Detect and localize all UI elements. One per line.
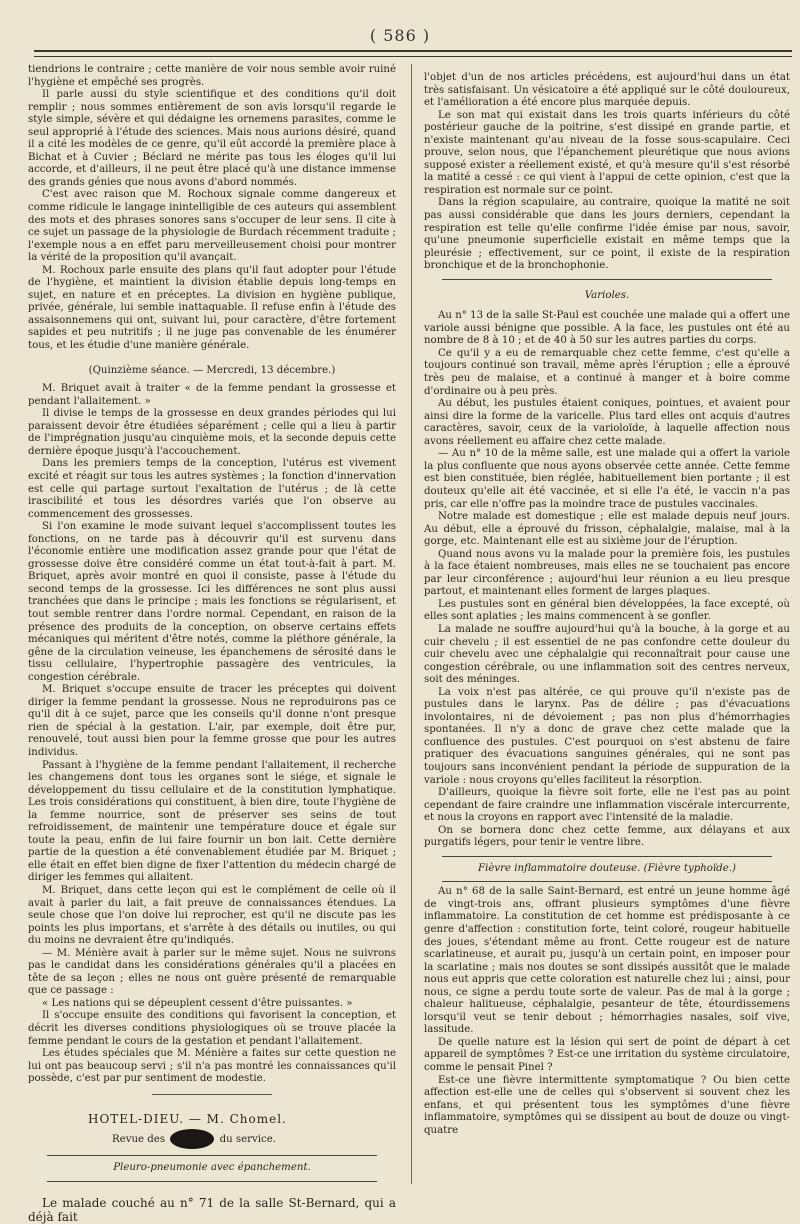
hotel-sub-before: Revue des <box>112 1134 166 1146</box>
paragraph: Dans la région scapulaire, au contraire, quoique la matité ne soit pas aussi considérable que dans les jours derniers, cependant la respiration est telle qu'elle confirme l'idée émise par nous, savoir, qu'une pneumonie superficielle existait en même temps que la pleurésie ; effectivement, sur ce point, il existe de la respiration bronchique et de la bronchophonie. <box>424 197 790 272</box>
paragraph: C'est avec raison que M. Rochoux signale comme dangereux et comme ridicule le langage inintelligible de ces auteurs qui assemblent des mots et des phrases sonores sans s'occuper de leur sens. Il cite à ce sujet un passage de la physiologie de Burdach récemment traduite ; l'exemple nous a en effet paru merveilleusement choisi pour montrer la vérité de la proposition qu'il avançait. <box>28 189 396 264</box>
paragraph: La malade ne souffre aujourd'hui qu'à la bouche, à la gorge et au cuir chevelu ; il est essentiel de ne pas confondre cette douleur du cuir chevelu avec une céphalalgie qui reconnaîtrait pour cause une congestion cérébrale, ou une inflammation soit des centres nerveux, soit des méninges. <box>424 623 790 686</box>
paragraph: De quelle nature est la lésion qui sert de point de départ à cet appareil de symptômes ? Est-ce une irritation du système circulatoire, comme le pensait Pinel ? <box>424 1036 790 1074</box>
paragraph: Les études spéciales que M. Ménière a faites sur cette question ne lui ont pas beaucoup servi ; s'il n'a pas montré les connaissances qu'il possède, c'est par pur sentiment de modestie. <box>28 1048 396 1085</box>
paragraph: On se bornera donc chez cette femme, aux délayans et aux purgatifs légers, pour tenir le ventre libre. <box>424 824 790 849</box>
varioles-title: Varioles. <box>584 289 630 301</box>
paragraph: Les pustules sont en général bien développées, la face excepté, où elles sont aplaties ; les mains commencent à se gonfler. <box>424 598 790 623</box>
paragraph: M. Briquet s'occupe ensuite de tracer les préceptes qui doivent diriger la femme pendant la grossesse. Nous ne reproduirons pas ce qu'il dit à ce sujet, parce que les conseils qu'il donne n'ont presque rien de spécial à la gestation. L'air, par exemple, doit être pur, renouvelé, tout aussi bien pour la femme grosse que pour les autres individus. <box>28 684 396 758</box>
paragraph: — M. Ménière avait à parler sur le même sujet. Nous ne suivrons pas le candidat dans les considérations générales qu'il a placées en tête de sa leçon ; elles ne nous ont guère présenté de remarquable que ce passage : <box>28 947 396 997</box>
page-number: ( 586 ) <box>369 26 431 45</box>
paragraph: Si l'on examine le mode suivant lequel s'accomplissent toutes les fonctions, on ne tarde pas à découvrir qu'il est survenu dans l'économie entière une modification assez grande pour que l'état de grossesse doive être considéré comme un état tout-à-fait à part. M. Briquet, après avoir montré en quoi il consiste, passe à l'étude du second temps de la grossesse. Ici les différences ne sont plus aussi tranchées que dans le principe ; mais les fonctions se régularisent, et tout semble rentrer dans l'ordre normal. Cependant, en raison de la présence des produits de la conception, on observe certains effets mécaniques qui méritent d'être notés, comme la pléthore générale, la gêne de la circulation veineuse, les épanchemens de sérosité dans le tissu cellulaire, l'hypertrophie passagère des ventricules, la congestion cérébrale. <box>28 521 396 683</box>
paragraph: tiendrions le contraire ; cette manière de voir nous semble avoir ruiné l'hygiène et empêché ses progrès. <box>28 64 396 88</box>
quotation: « Les nations qui se dépeuplent cessent d'être puissantes. » <box>42 997 353 1009</box>
fievre-title: Fièvre inflammatoire douteuse. (Fièvre typhoïde.) <box>478 862 736 874</box>
hotel-dieu-heading: HOTEL-DIEU. — M. Chomel. <box>88 1111 287 1126</box>
paragraph: Au début, les pustules étaient coniques, pointues, et avaient pour ainsi dire la forme de la varicelle. Plus tard elles ont acquis d'autres caractères, savoir, ceux de la varioloïde, à laquelle affection nous avons réellement eu affaire chez cette malade. <box>424 398 790 447</box>
paragraph: M. Briquet avait à traiter « de la femme pendant la grossesse et pendant l'allaitement. » <box>28 383 396 407</box>
paragraph: Au n° 13 de la salle St-Paul est couchée une malade qui a offert une variole aussi bénigne que possible. A la face, les pustules ont été au nombre de 8 à 10 ; et de 40 à 50 sur les autres parties du corps. <box>424 310 790 347</box>
session-heading: (Quinzième séance. — Mercredi, 13 décembre.) <box>88 364 336 376</box>
paragraph: Passant à l'hygiène de la femme pendant l'allaitement, il recherche les changemens dont tous les organes sont le siége, et signale le développement du tissu cellulaire et de la constitution lymphatique. Les trois considérations qui constituent, à bien dire, toute l'hygiène de la femme nourrice, sont de préserver ses seins de tout refroidissement, de maintenir une température douce et égale sur toute la peau, enfin de lui faire fournir un bon lait. Cette dernière partie de la question a été convenablement étudiée par M. Briquet ; elle était en effet bien digne de fixer l'attention du médecin chargé de diriger les femmes qui allaitent. <box>28 759 396 884</box>
case-divider <box>47 1155 377 1156</box>
paragraph: Le son mat qui existait dans les trois quarts inférieurs du côté postérieur gauche de la poitrine, s'est dissipé en grande partie, et n'existe maintenant qu'au niveau de la fosse sous-scapulaire. Ceci prouve, selon nous, que l'épanchement pleurétique que nous avions supposé exister a réellement existé, et qu'à mesure qu'il s'est résorbé la matité a cessé : ce qui vient à l'appui de cette opinion, c'est que la respiration est normale sur ce point. <box>424 109 790 196</box>
hotel-subheading <box>112 1129 396 1149</box>
paragraph: D'ailleurs, quoique la fièvre soit forte, elle ne l'est pas au point cependant de faire craindre une inflammation viscérale intercurrente, et nous la croyons en rapport avec l'intensité de la maladie. <box>424 787 790 824</box>
paragraph: M. Rochoux parle ensuite des plans qu'il faut adopter pour l'étude de l'hygiène, et maintient la division établie depuis long-temps en sujet, en nature et en préceptes. La division en hygiène publique, privée, générale, lui semble inattaquable. Il refuse enfin à l'étude des assaisonnemens qui ont, suivant lui, pour caractère, d'être fortement sapides et peu nutritifs ; il ne juge pas convenable de les énumérer tous, et les étudie d'une manière générale. <box>28 264 396 352</box>
paragraph: Il divise le temps de la grossesse en deux grandes périodes qui lui paraissent devoir être étudiées séparément ; celle qui a lieu à partir de l'imprégnation jusqu'au cinquième mois, et la seconde depuis cette dernière époque jusqu'à l'accouchement. <box>28 408 396 457</box>
paragraph: Au n° 68 de la salle Saint-Bernard, est entré un jeune homme âgé de vingt-trois ans, offrant plusieurs symptômes d'une fièvre inflammatoire. La constitution de cet homme est prédisposante à ce genre d'affection : constitution forte, teint coloré, rougeur habituelle des joues, s'étendant même au front. Cette rougeur est de nature scarlatineuse, et aurait pu, jusqu'à un certain point, en imposer pour la scarlatine ; mais nos doutes se sont dissipés aussitôt que le malade nous eut appris que cette coloration est naturelle chez lui ; ainsi, pour nous, ce signe a perdu toute sorte de valeur. Pas de mal à la gorge ; chaleur halitueuse, céphalalgie, pesanteur de tête, étourdissemens lorsqu'il veut se tenir debout ; hémorrhagies nasales, soif vive, lassitude. <box>424 886 790 1036</box>
paragraph: — Au n° 10 de la même salle, est une malade qui a offert la variole la plus confluente que nous ayons observée cette année. Cette femme est bien constituée, bien réglée, habituellement bien portante ; il est douteux qu'elle ait été vaccinée, et si elle l'a été, le vaccin n'a pas pris, car elle n'offre pas la moindre trace de pustules vaccinales. <box>424 448 790 510</box>
paragraph: Le malade couché au n° 71 de la salle St-Bernard, qui a déjà fait <box>28 1195 396 1224</box>
ink-blot <box>170 1129 214 1149</box>
hotel-sub-after: du service. <box>219 1134 276 1146</box>
section-divider <box>152 1094 272 1095</box>
column-separator <box>411 64 412 1184</box>
right-column <box>424 72 790 1182</box>
paragraph: l'objet d'un de nos articles précédens, est aujourd'hui dans un état très satisfaisant. Un vésicatoire a été appliqué sur le côté douloureux, et l'amélioration a été encore plus marquée depuis. <box>424 72 790 109</box>
paragraph: Il parle aussi du style scientifique et des conditions qu'il doit remplir ; nous sommes entièrement de son avis lorsqu'il regarde le style simple, sévère et qui dédaigne les ornemens parasites, comme le seul approprié à l'étude des sciences. Mais nous aurions désiré, quand il a cité les modèles de ce genre, qu'il eût accordé la première place à Bichat et à Cuvier ; Béclard ne mérite pas tous les éloges qu'il lui accorde, et d'ailleurs, il ne peut être placé qu'à une distance immense des grands génies que nous avons d'abord nommés. <box>28 89 396 188</box>
paragraph: La voix n'est pas altérée, ce qui prouve qu'il n'existe pas de pustules dans le larynx. Pas de délire ; pas d'évacuations involontaires, ni de dévoiement ; pas non plus d'hémorrhagies spontanées. Il n'y a donc de grave chez cette malade que la confluence des pustules. C'est pourquoi on s'est abstenu de faire pratiquer des évacuations sanguines générales, qui ne sont pas toujours sans inconvénient pendant la période de suppuration de la variole : nous croyons qu'elles faciliteut la résorption. <box>424 686 790 786</box>
section-divider <box>442 856 772 857</box>
paragraph: Notre malade est domestique ; elle est malade depuis neuf jours. Au début, elle a éprouvé du frisson, céphalalgie, malaise, mal à la gorge, etc. Maintenant elle est au sixième jour de l'éruption. <box>424 511 790 548</box>
section-divider <box>442 881 772 882</box>
left-column <box>28 64 396 1224</box>
case-divider <box>47 1181 377 1182</box>
paragraph: Il s'occupe ensuite des conditions qui favorisent la conception, et décrit les diverses conditions physiologiques où se trouve placée la femme pendant le cours de la gestation et pendant l'allaitement. <box>28 1010 396 1047</box>
case-title: Pleuro-pneumonie avec épanchement. <box>113 1162 311 1174</box>
section-divider <box>442 279 772 280</box>
paragraph: Est-ce une fièvre intermittente symptomatique ? Ou bien cette affection est-elle une de celles qui s'observent si souvent chez les enfans, et qui présentent tous les symptômes d'une fièvre inflammatoire, symptômes qui se dissipent au bout de douze ou vingt-quatre <box>424 1074 790 1136</box>
paragraph: Quand nous avons vu la malade pour la première fois, les pustules à la face étaient nombreuses, mais elles ne se touchaient pas encore par leur circonférence ; aujourd'hui leur réunion a eu lieu presque partout, et maintenant elles forment de larges plaques. <box>424 548 790 598</box>
paragraph: M. Briquet, dans cette leçon qui est le complément de celle où il avait à parler du lait, a fait preuve de connaissances étendues. La seule chose que l'on doive lui reprocher, est qu'il ne discute pas les points les plus importans, et s'arrête à des détails ou inutiles, ou qui du moins ne devraient être qu'indiqués. <box>28 885 396 947</box>
paragraph: Dans les premiers temps de la conception, l'utérus est vivement excité et réagit sur tous les autres systèmes ; la fonction d'innervation est celle qui partage surtout l'exaltation de l'utérus ; de là cette irascibilité et tous les désordres variés que l'on observe au commencement des grossesses. <box>28 458 396 520</box>
paragraph: Ce qu'il y a eu de remarquable chez cette femme, c'est qu'elle a toujours continué son travail, même après l'éruption ; elle a éprouvé très peu de malaise, et a continué à manger et à boire comme d'ordinaire ou à peu près. <box>424 347 790 397</box>
header-rule <box>34 50 792 57</box>
